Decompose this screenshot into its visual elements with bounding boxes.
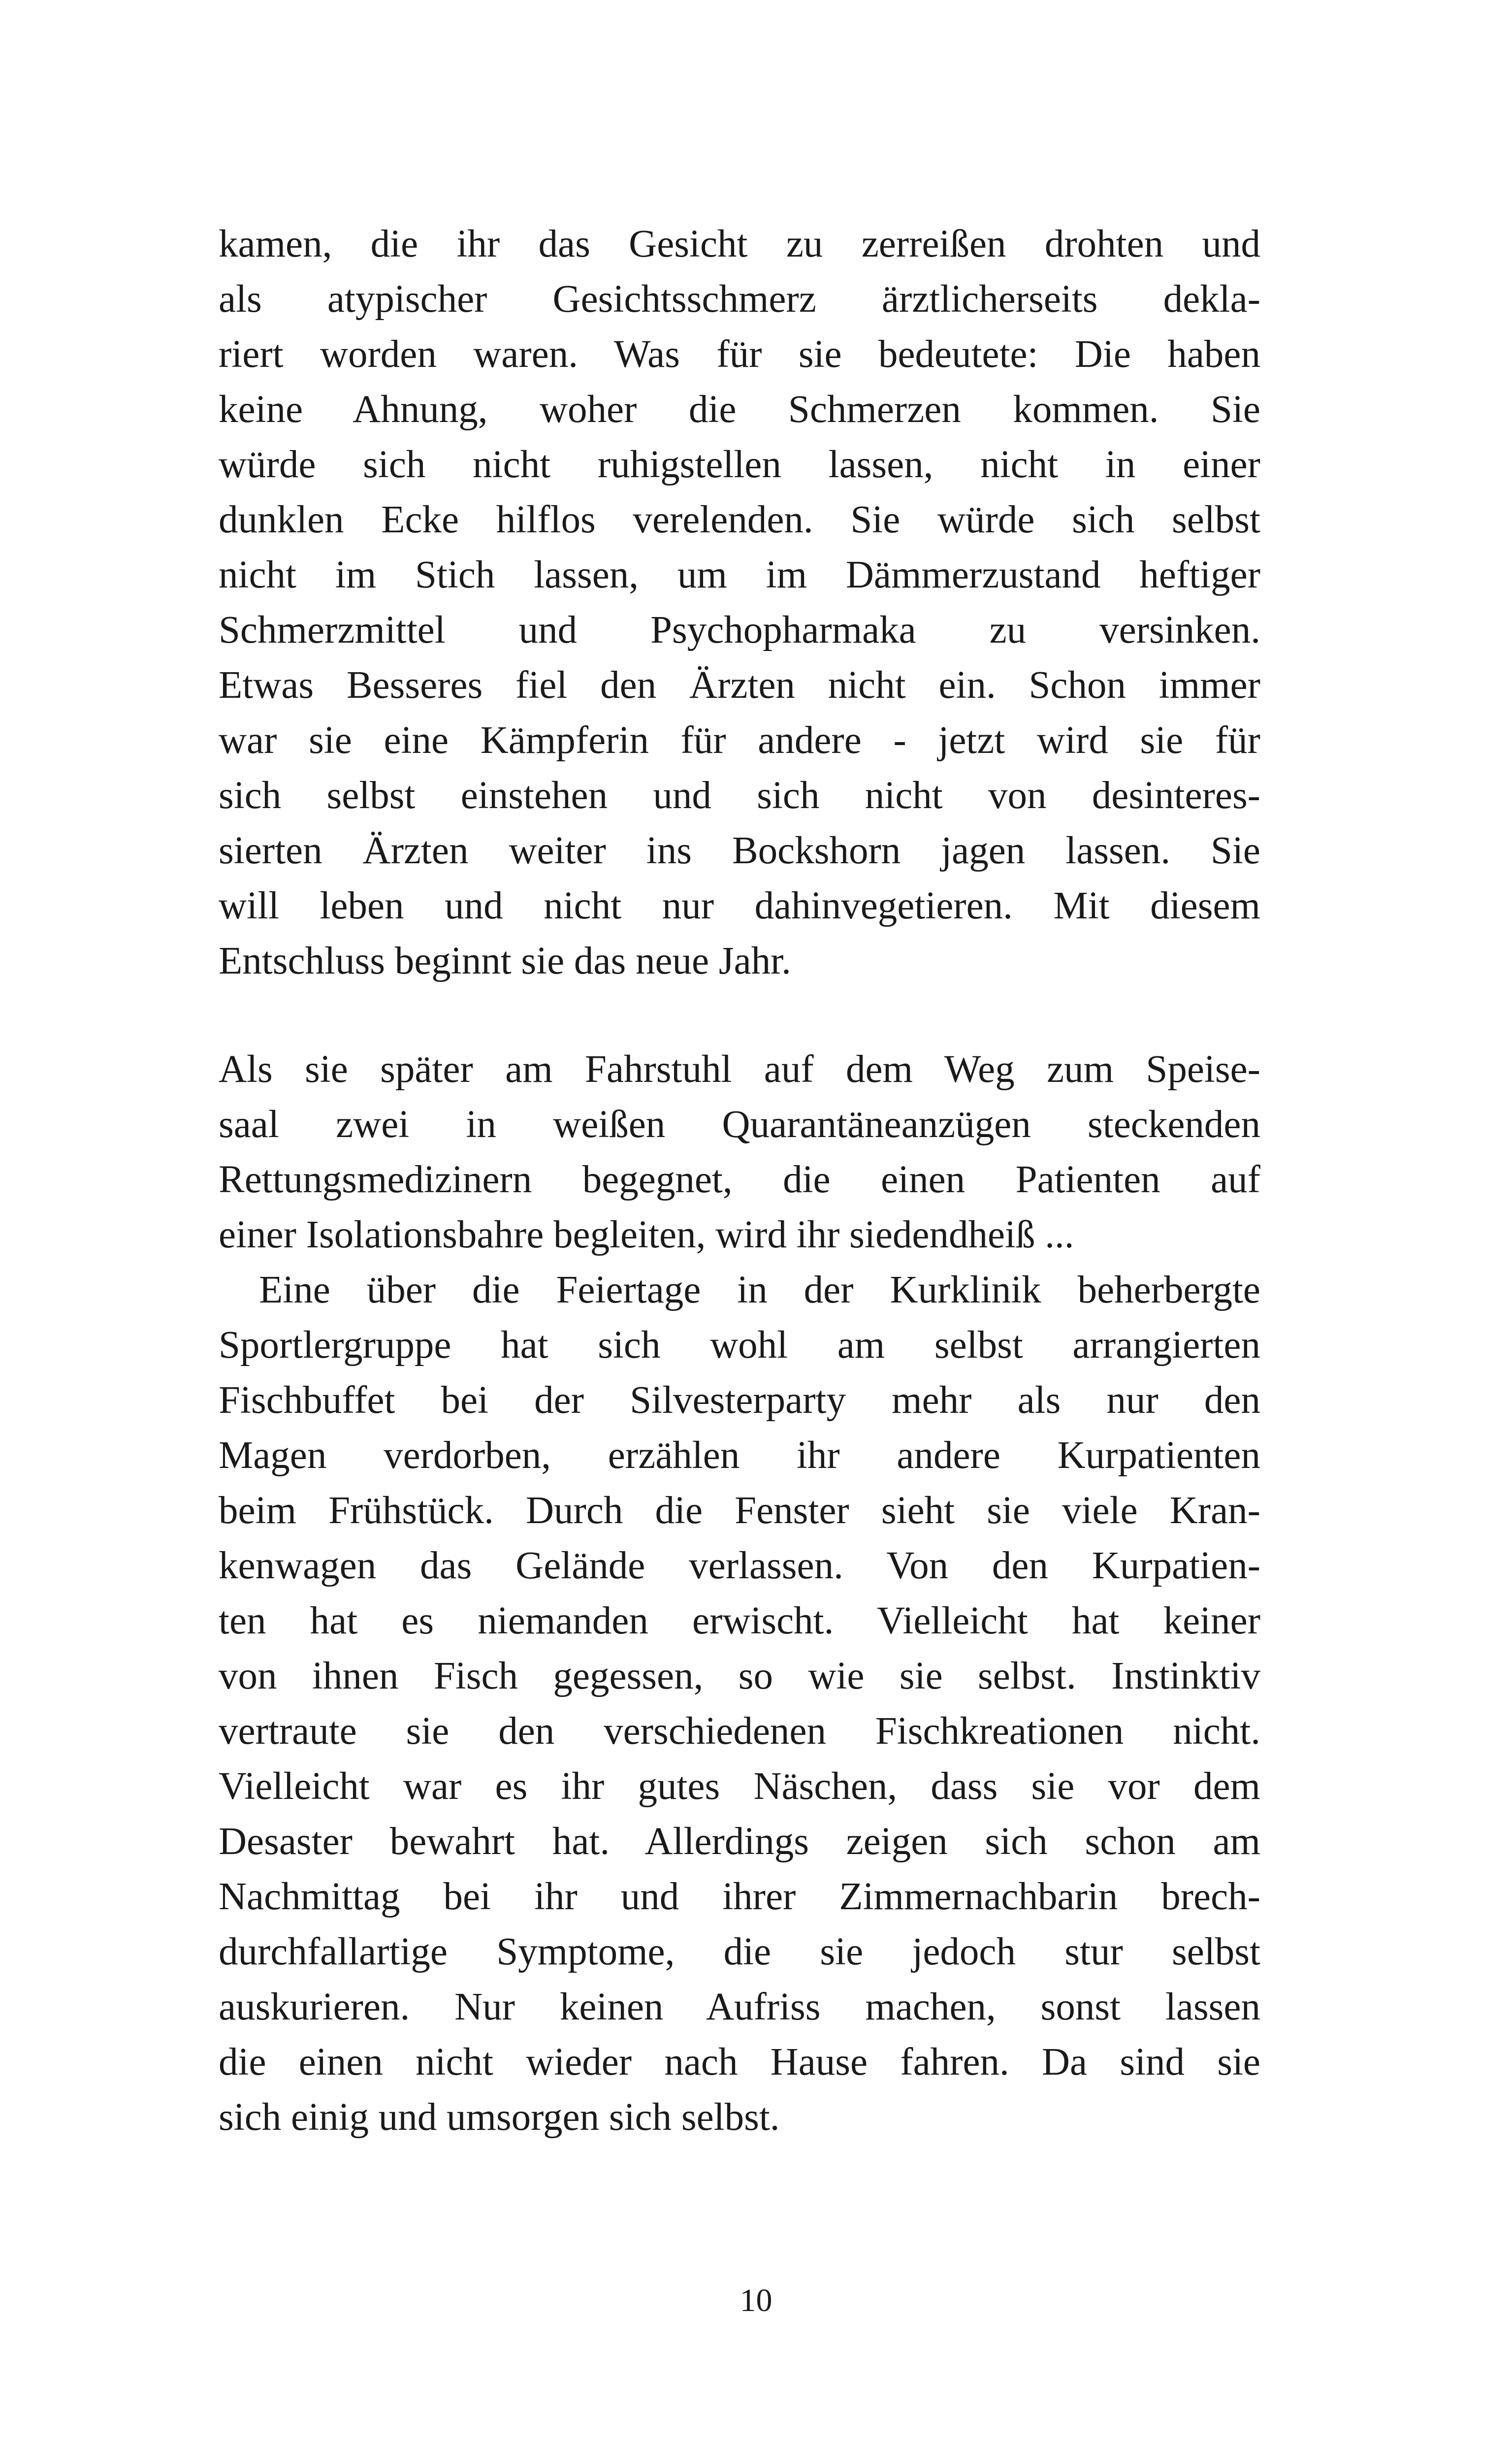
text-line: riert worden waren. Was für sie bedeutete: Die haben	[219, 333, 1260, 376]
text-line: dunklen Ecke hilflos verelenden. Sie würde sich selbst	[219, 498, 1260, 541]
text-line: Etwas Besseres fiel den Ärzten nicht ein. Schon immer	[219, 664, 1260, 707]
text-line: Eine über die Feiertage in der Kurklinik beherbergte	[259, 1269, 1260, 1311]
text-line: Sportlergruppe hat sich wohl am selbst arrangierten	[219, 1324, 1260, 1367]
text-line: sich einig und umsorgen sich selbst.	[219, 2096, 780, 2139]
text-line: Magen verdorben, erzählen ihr andere Kurpatienten	[219, 1434, 1260, 1477]
text-line: kenwagen das Gelände verlassen. Von den Kurpatien-	[219, 1544, 1260, 1587]
text-line: kamen, die ihr das Gesicht zu zerreißen drohten und	[219, 223, 1260, 265]
text-line: Rettungsmedizinern begegnet, die einen Patienten auf	[219, 1158, 1260, 1201]
text-line: würde sich nicht ruhigstellen lassen, nicht in einer	[219, 443, 1260, 486]
text-line: will leben und nicht nur dahinvegetieren. Mit diesem	[219, 884, 1260, 927]
text-line: vertraute sie den verschiedenen Fischkreationen nicht.	[219, 1710, 1260, 1753]
text-line: Desaster bewahrt hat. Allerdings zeigen sich schon am	[219, 1820, 1260, 1863]
paragraph-2	[219, 1042, 1260, 2145]
text-line: als atypischer Gesichtsschmerz ärztlicherseits dekla-	[219, 278, 1260, 321]
text-line: beim Frühstück. Durch die Fenster sieht sie viele Kran-	[219, 1489, 1260, 1532]
text-line: von ihnen Fisch gegessen, so wie sie selbst. Instinktiv	[219, 1655, 1260, 1697]
text-line: Schmerzmittel und Psychopharmaka zu versinken.	[219, 609, 1260, 651]
text-line: sierten Ärzten weiter ins Bockshorn jagen lassen. Sie	[219, 829, 1260, 872]
text-line: Vielleicht war es ihr gutes Näschen, dass sie vor dem	[219, 1765, 1260, 1808]
page-number: 10	[740, 2282, 772, 2318]
text-line: saal zwei in weißen Quarantäneanzügen steckenden	[219, 1103, 1260, 1146]
text-line: Fischbuffet bei der Silvesterparty mehr als nur den	[219, 1379, 1260, 1422]
text-line: ten hat es niemanden erwischt. Vielleicht hat keiner	[219, 1599, 1260, 1642]
text-line: die einen nicht wieder nach Hause fahren. Da sind sie	[219, 2041, 1260, 2084]
text-line: Als sie später am Fahrstuhl auf dem Weg zum Speise-	[219, 1048, 1260, 1091]
text-line: Nachmittag bei ihr und ihrer Zimmernachbarin brech-	[219, 1875, 1260, 1918]
text-line: keine Ahnung, woher die Schmerzen kommen. Sie	[219, 388, 1260, 431]
paragraph-1	[219, 217, 1260, 989]
text-line: war sie eine Kämpferin für andere - jetzt wird sie für	[219, 719, 1260, 762]
text-line: einer Isolationsbahre begleiten, wird ihr siedendheiß ...	[219, 1213, 1074, 1256]
text-line: auskurieren. Nur keinen Aufriss machen, sonst lassen	[219, 1986, 1260, 2028]
text-line: durchfallartige Symptome, die sie jedoch stur selbst	[219, 1930, 1260, 1973]
text-line: sich selbst einstehen und sich nicht von desinteres-	[219, 774, 1260, 817]
text-line: nicht im Stich lassen, um im Dämmerzustand heftiger	[219, 554, 1260, 596]
text-line: Entschluss beginnt sie das neue Jahr.	[219, 940, 791, 982]
